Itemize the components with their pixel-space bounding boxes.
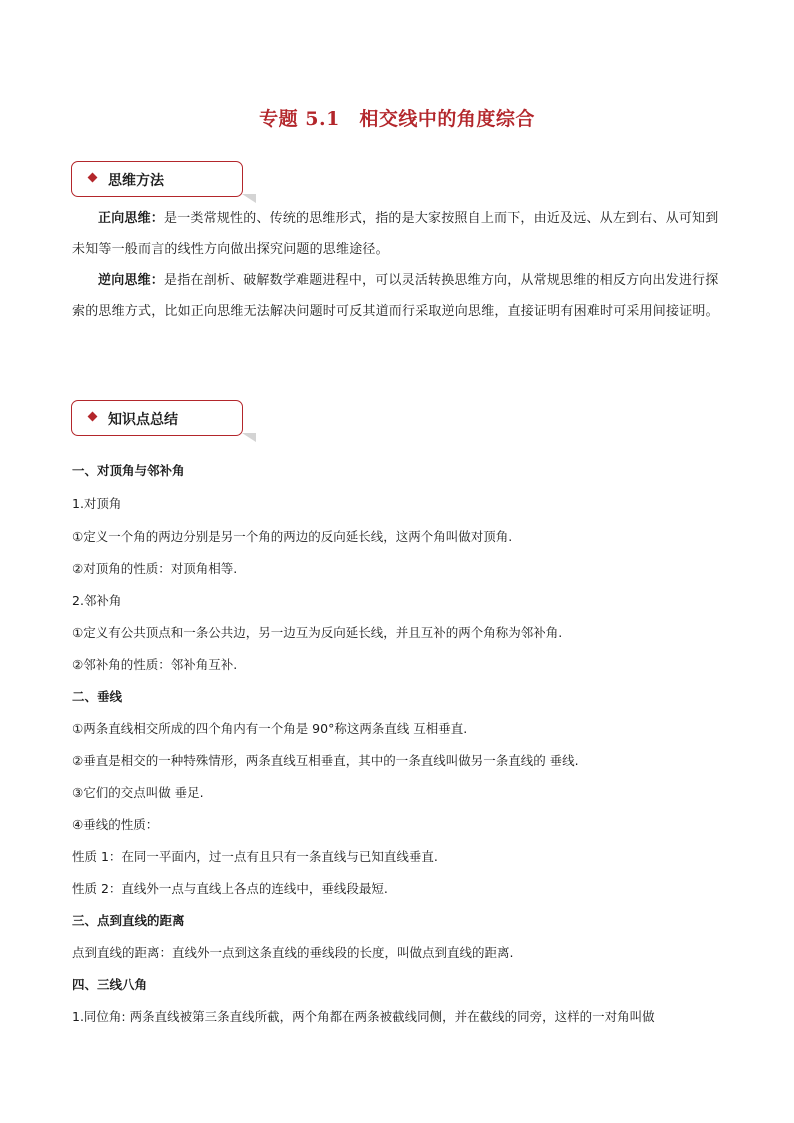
term-forward-thinking: 正向思维： [98,211,165,226]
list-item: ③它们的交点叫做 垂足. [72,785,204,800]
section-label: 思维方法 [108,173,164,189]
subheading-vertical-angles: 1.对顶角 [72,496,122,511]
section-label: 知识点总结 [108,412,178,428]
paragraph-reverse-thinking [72,265,724,327]
heading-point-line-distance: 三、点到直线的距离 [72,913,185,928]
list-item: ②对顶角的性质：对顶角相等. [72,561,238,576]
heading-three-lines-eight-angles: 四、三线八角 [72,977,148,992]
list-item: 1.同位角: 两条直线被第三条直线所截，两个角都在两条被截线同侧，并在截线的同旁，这样的一对角叫做 [72,1009,655,1024]
diamond-bullet-icon [88,412,98,422]
list-item: 性质 2：直线外一点与直线上各点的连线中，垂线段最短. [72,881,388,896]
list-item: ②垂直是相交的一种特殊情形，两条直线互相垂直，其中的一条直线叫做另一条直线的 垂线. [72,753,579,768]
page-title: 专题 5.1 相交线中的角度综合 [259,108,535,130]
list-item: ①定义有公共顶点和一条公共边，另一边互为反向延长线，并且互补的两个角称为邻补角. [72,625,563,640]
term-reverse-thinking: 逆向思维： [98,273,165,288]
paragraph-text: 是一类常规性的、传统的思维形式，指的是大家按照自上而下，由近及远、从左到右、从可知到未知等一般而言的线性方向做出探究问题的思维途径。 [72,211,719,257]
subheading-adjacent-angles: 2.邻补角 [72,593,122,608]
heading-vertical-adjacent-angles: 一、对顶角与邻补角 [72,463,185,478]
list-item: 点到直线的距离：直线外一点到这条直线的垂线段的长度，叫做点到直线的距离. [72,945,514,960]
paragraph-text: 是指在剖析、破解数学难题进程中，可以灵活转换思维方向，从常规思维的相反方向出发进行探索的思维方式，比如正向思维无法解决问题时可反其道而行采取逆向思维，直接证明有困难时可采用间接证明。 [72,273,719,319]
list-item: ①两条直线相交所成的四个角内有一个角是 90°称这两条直线 互相垂直. [72,721,468,736]
paragraph-forward-thinking [72,203,724,265]
list-item: ②邻补角的性质：邻补角互补. [72,657,238,672]
section-header-thinking-methods [71,161,243,197]
diamond-bullet-icon [88,173,98,183]
heading-perpendicular: 二、垂线 [72,689,123,704]
section-header-knowledge-summary [71,400,243,436]
list-item: ①定义一个角的两边分别是另一个角的两边的反向延长线，这两个角叫做对顶角. [72,529,513,544]
list-item: 性质 1：在同一平面内，过一点有且只有一条直线与已知直线垂直. [72,849,438,864]
list-item: ④垂线的性质： [72,817,159,832]
